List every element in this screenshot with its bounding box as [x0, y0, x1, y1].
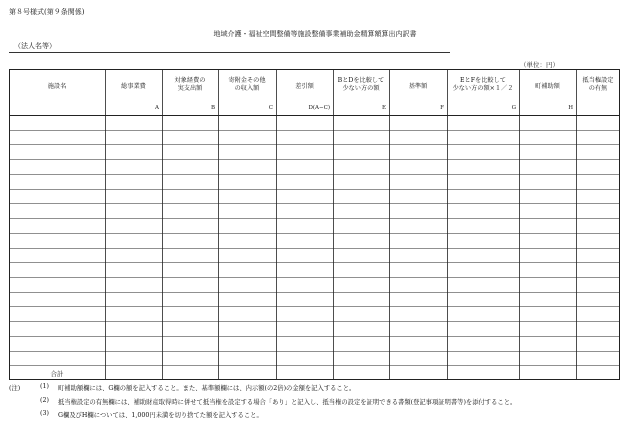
column-header-text: 抵当権設定	[582, 77, 614, 84]
column-header-text: 施設名	[47, 83, 67, 90]
note-number: (3)	[40, 410, 49, 417]
column-header-text: 総事業費	[121, 83, 146, 90]
corporation-name-underline	[9, 52, 450, 53]
corporation-name-label: （法人名等）	[14, 42, 56, 50]
column-header	[447, 77, 519, 93]
column-header-text: 少ない方の額×１／２	[452, 85, 514, 92]
note-text: 町補助額欄には、G欄の額を記入すること。また、基準額欄には、内示額(の2倍)の金額を記入すること。	[58, 385, 356, 392]
column-header-text: 寄附金その他	[228, 77, 266, 84]
breakdown-table	[9, 69, 620, 380]
note-number: (2)	[40, 397, 49, 404]
column-letter: B	[210, 105, 215, 111]
column-header-text: BとDを比較して	[337, 77, 385, 84]
column-header-text: 差引額	[295, 83, 314, 90]
note-text: G欄及びH欄については、1,000円未満を切り捨てた額を記入すること。	[58, 412, 263, 419]
column-letter: E	[381, 105, 386, 111]
column-header-text: 町補助額	[535, 83, 560, 90]
form-title: 地域介護・福祉空間整備等施設整備事業補助金精算額算出内訳書	[213, 30, 417, 38]
column-letter: H	[568, 105, 573, 111]
column-letter: A	[155, 105, 159, 111]
column-header-text: の収入額	[234, 85, 260, 92]
column-letter: G	[511, 105, 516, 111]
column-header-text: 対象経費の	[174, 77, 206, 84]
column-header-text: EとFを比較して	[460, 77, 506, 84]
column-header	[519, 83, 576, 91]
table-grid-lines	[9, 69, 620, 380]
column-header	[333, 77, 389, 93]
form-number: 第８号様式(第９条関係)	[9, 8, 85, 16]
column-header	[105, 83, 162, 91]
column-header-text: の有無	[588, 85, 608, 92]
column-header	[576, 77, 620, 93]
column-header-text: 実支出額	[177, 85, 203, 92]
column-header	[389, 83, 447, 91]
column-letter: F	[440, 105, 444, 111]
note-number: (1)	[40, 383, 49, 390]
column-header	[162, 77, 218, 93]
column-header-text: 少ない方の額	[342, 85, 380, 92]
note-text: 抵当権設定の有無欄には、補助財産取得時に併せて抵当権を設定する場合「あり」と記入し、抵当権の設定を証明できる書類(登記事項証明書等)を添付すること。	[58, 399, 517, 406]
column-header-text: 基準額	[408, 83, 428, 90]
column-letter: D(A−C)	[308, 105, 330, 111]
unit-label: （単位：円）	[520, 61, 559, 69]
column-letter: C	[268, 105, 273, 111]
column-header	[276, 83, 333, 91]
total-row-label: 合計	[50, 369, 64, 378]
notes-prefix: (注)	[9, 385, 21, 392]
column-header	[218, 77, 276, 93]
column-header	[9, 83, 105, 91]
